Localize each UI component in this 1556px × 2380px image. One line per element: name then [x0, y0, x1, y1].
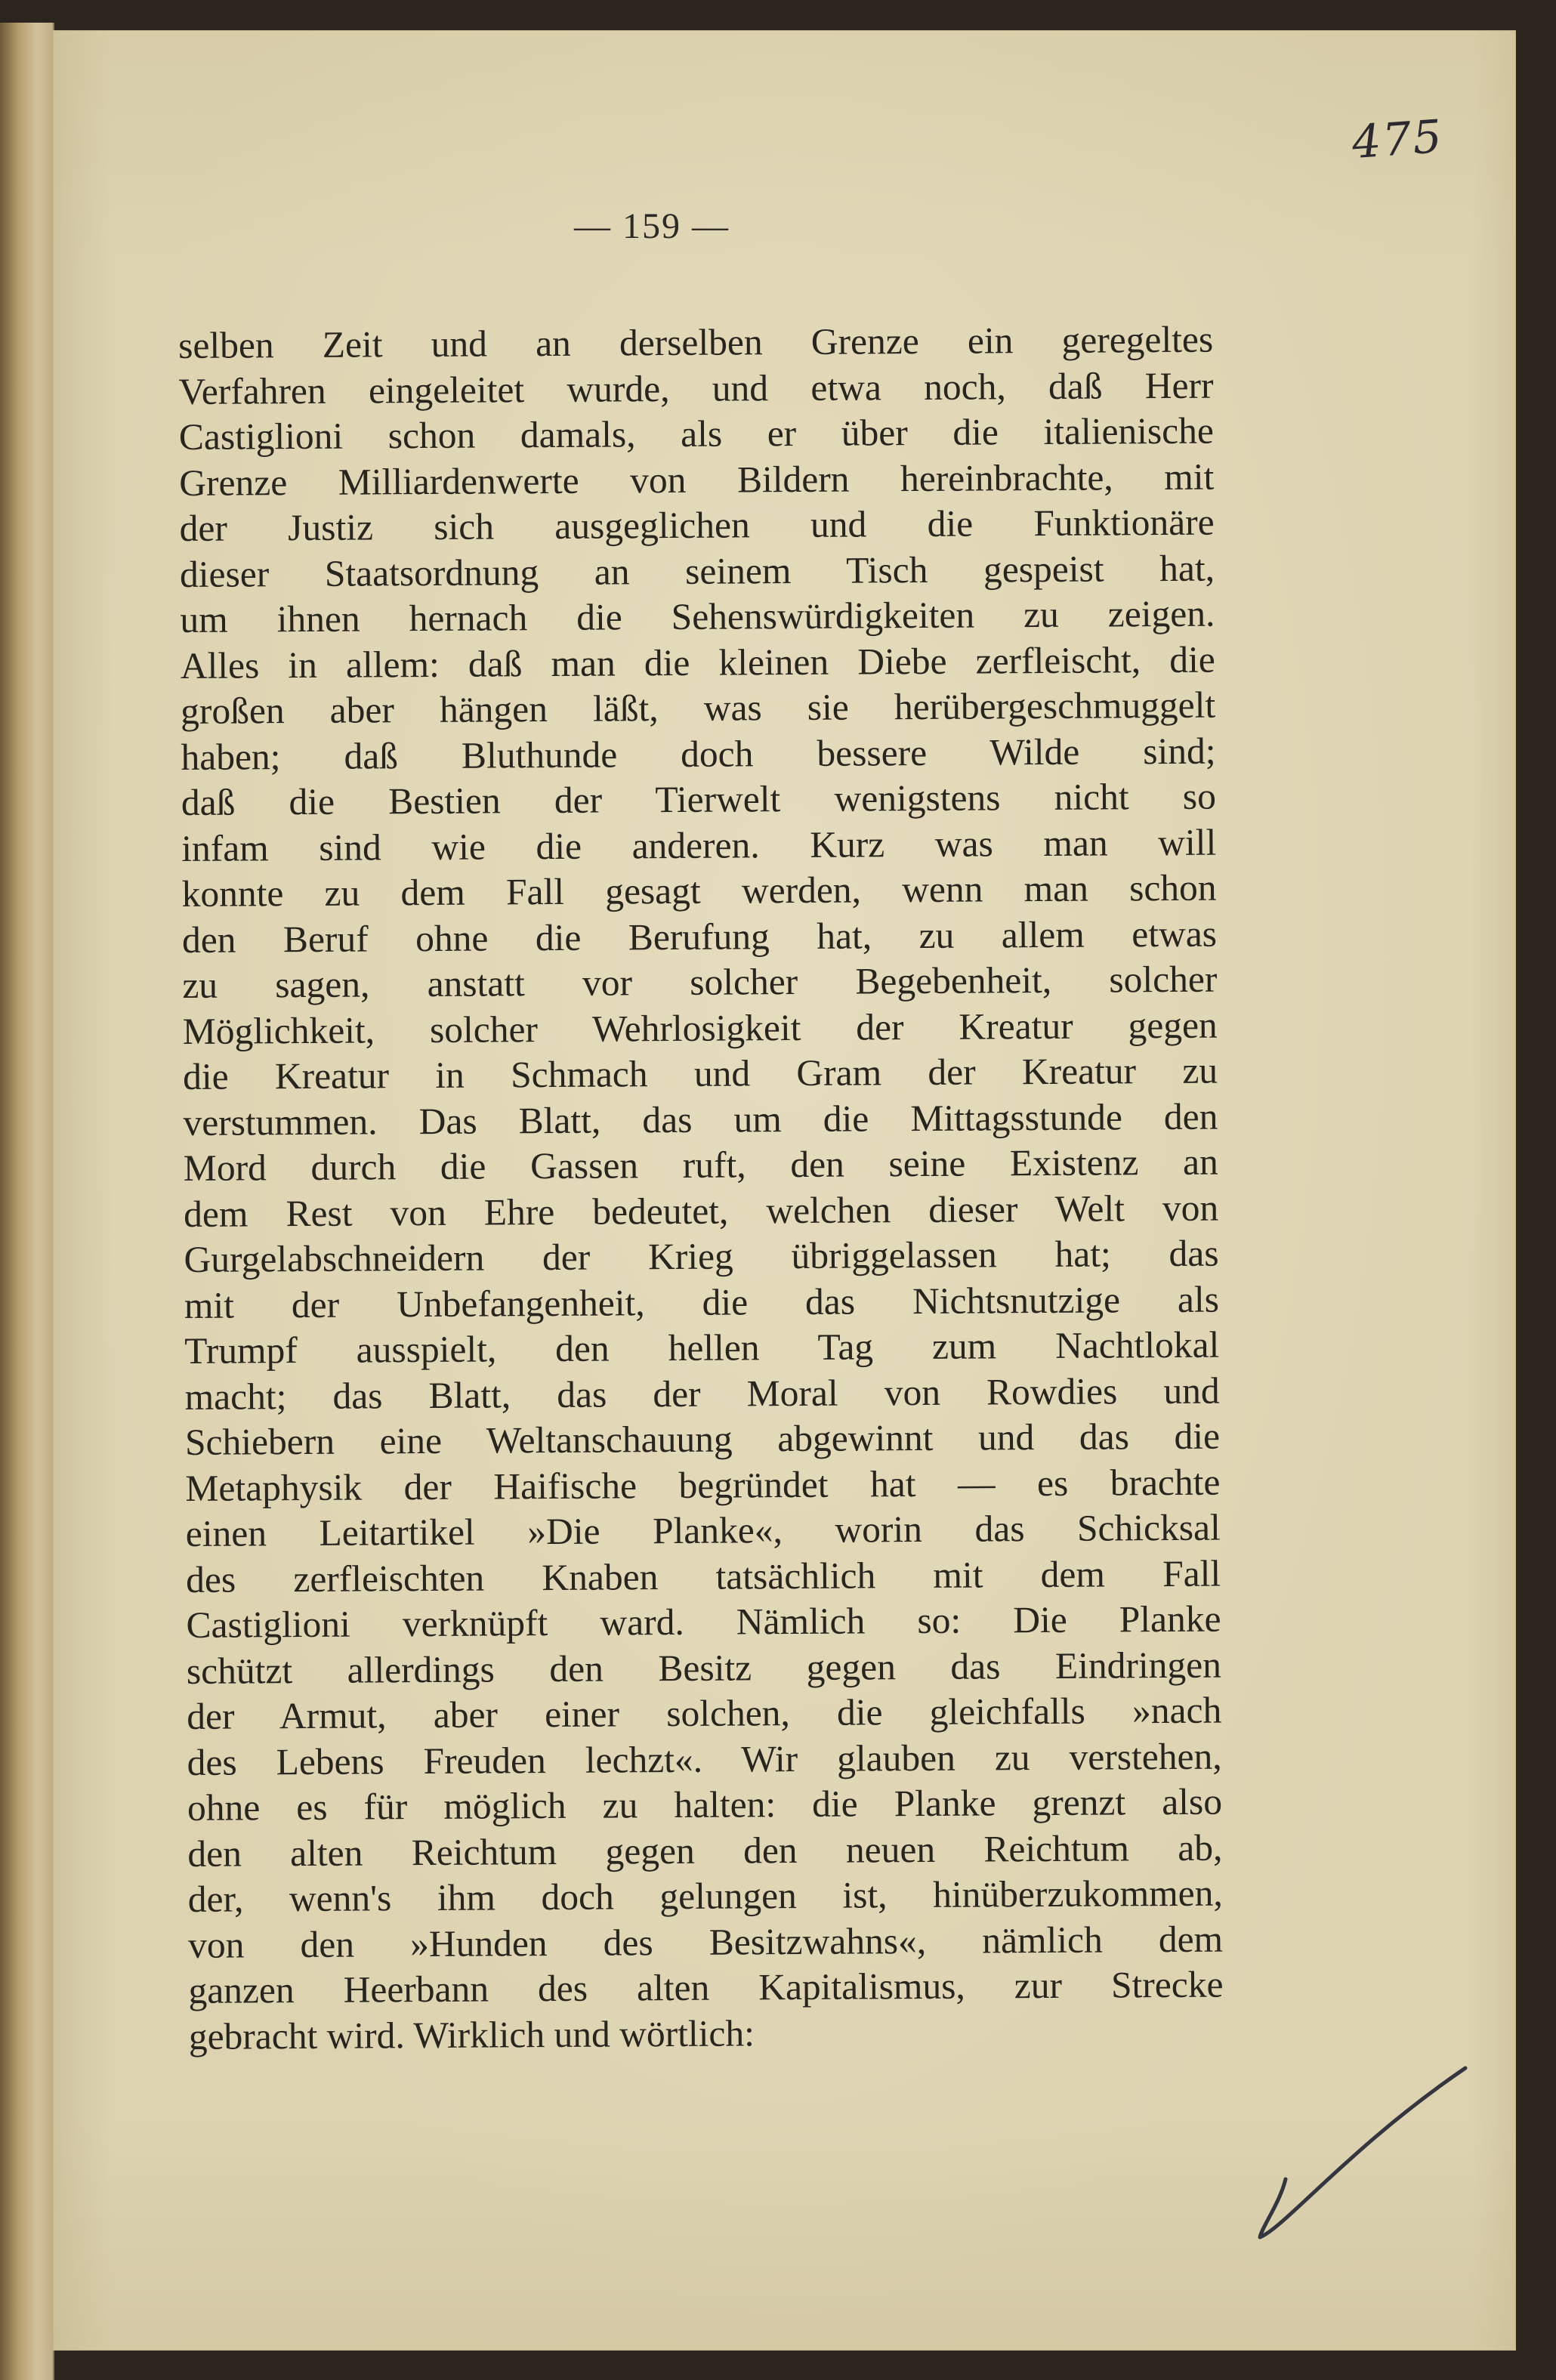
text-line: macht; das Blatt, das der Moral von Rowdies und	[184, 1369, 1220, 1418]
body-text	[178, 317, 1224, 2060]
page-number: — 159 —	[574, 206, 730, 246]
text-line: den alten Reichtum gegen den neuen Reichtum ab,	[187, 1826, 1223, 1875]
text-line: schützt allerdings den Besitz gegen das Eindringen	[186, 1644, 1222, 1692]
text-line: dieser Staatsordnung an seinem Tisch gespeist hat,	[179, 547, 1215, 595]
text-line: mit der Unbefangenheit, die das Nichtsnutzige als	[184, 1278, 1220, 1326]
text-line: zu sagen, anstatt vor solcher Begebenheit, solcher	[182, 958, 1218, 1006]
text-line: Grenze Milliardenwerte von Bildern hereinbrachte, mit	[179, 455, 1215, 504]
text-line: Verfahren eingeleitet wurde, und etwa noch, daß Herr	[178, 364, 1214, 412]
handwritten-archive-number: 475	[1350, 110, 1445, 170]
text-line: Trumpf ausspielt, den hellen Tag zum Nachtlokal	[184, 1323, 1220, 1372]
handwritten-checkmark-icon	[1239, 2039, 1480, 2258]
text-line: haben; daß Bluthunde doch bessere Wilde sind;	[181, 730, 1216, 778]
text-line: daß die Bestien der Tierwelt wenigstens nicht so	[181, 775, 1217, 823]
text-line: Möglichkeit, solcher Wehrlosigkeit der Kreatur gegen	[182, 1004, 1218, 1052]
text-line: des zerfleischten Knaben tatsächlich mit dem Fall	[185, 1552, 1221, 1601]
text-line: die Kreatur in Schmach und Gram der Kreatur zu	[182, 1049, 1218, 1097]
text-line: großen aber hängen läßt, was sie herübergeschmuggelt	[180, 684, 1216, 732]
text-line: ohne es für möglich zu halten: die Planke grenzt also	[187, 1780, 1223, 1829]
text-line: Castiglioni schon damals, als er über die italienische	[178, 409, 1215, 458]
text-line: selben Zeit und an derselben Grenze ein geregeltes	[178, 318, 1214, 366]
text-line: von den »Hunden des Besitzwahns«, nämlich dem	[187, 1918, 1224, 1966]
text-line: gebracht wird. Wirklich und wörtlich:	[188, 2011, 755, 2057]
text-line: Gurgelabschneidern der Krieg übriggelassen hat; das	[184, 1232, 1219, 1280]
text-line: des Lebens Freuden lechzt«. Wir glauben zu verstehen,	[187, 1735, 1222, 1783]
text-line: Alles in allem: daß man die kleinen Diebe zerfleischt, die	[180, 638, 1215, 687]
text-line: einen Leitartikel »Die Planke«, worin das Schicksal	[185, 1506, 1221, 1554]
text-line: Schiebern eine Weltanschauung abgewinnt und das die	[184, 1415, 1221, 1463]
text-line: ganzen Heerbann des alten Kapitalismus, zur Strecke	[188, 1963, 1224, 2011]
text-line: Castiglioni verknüpft ward. Nämlich so: Die Planke	[186, 1597, 1221, 1646]
text-line: konnte zu dem Fall gesagt werden, wenn man schon	[181, 866, 1217, 915]
text-line: infam sind wie die anderen. Kurz was man will	[181, 821, 1217, 869]
text-line: dem Rest von Ehre bedeutet, welchen dieser Welt von	[184, 1187, 1219, 1235]
text-line: der Armut, aber einer solchen, die gleichfalls »nach	[187, 1689, 1222, 1737]
text-line: Mord durch die Gassen ruft, den seine Existenz an	[183, 1141, 1218, 1189]
book-spine-edge	[0, 23, 54, 2380]
text-line: Metaphysik der Haifische begründet hat — es brachte	[185, 1461, 1221, 1509]
text-line: verstummen. Das Blatt, das um die Mittagsstunde den	[183, 1095, 1218, 1144]
text-line: der Justiz sich ausgeglichen und die Funktionäre	[179, 501, 1215, 549]
text-line: um ihnen hernach die Sehenswürdigkeiten zu zeigen.	[180, 592, 1215, 641]
text-line: den Beruf ohne die Berufung hat, zu allem etwas	[181, 912, 1218, 961]
text-line: der, wenn's ihm doch gelungen ist, hinüberzukommen,	[187, 1872, 1223, 1920]
